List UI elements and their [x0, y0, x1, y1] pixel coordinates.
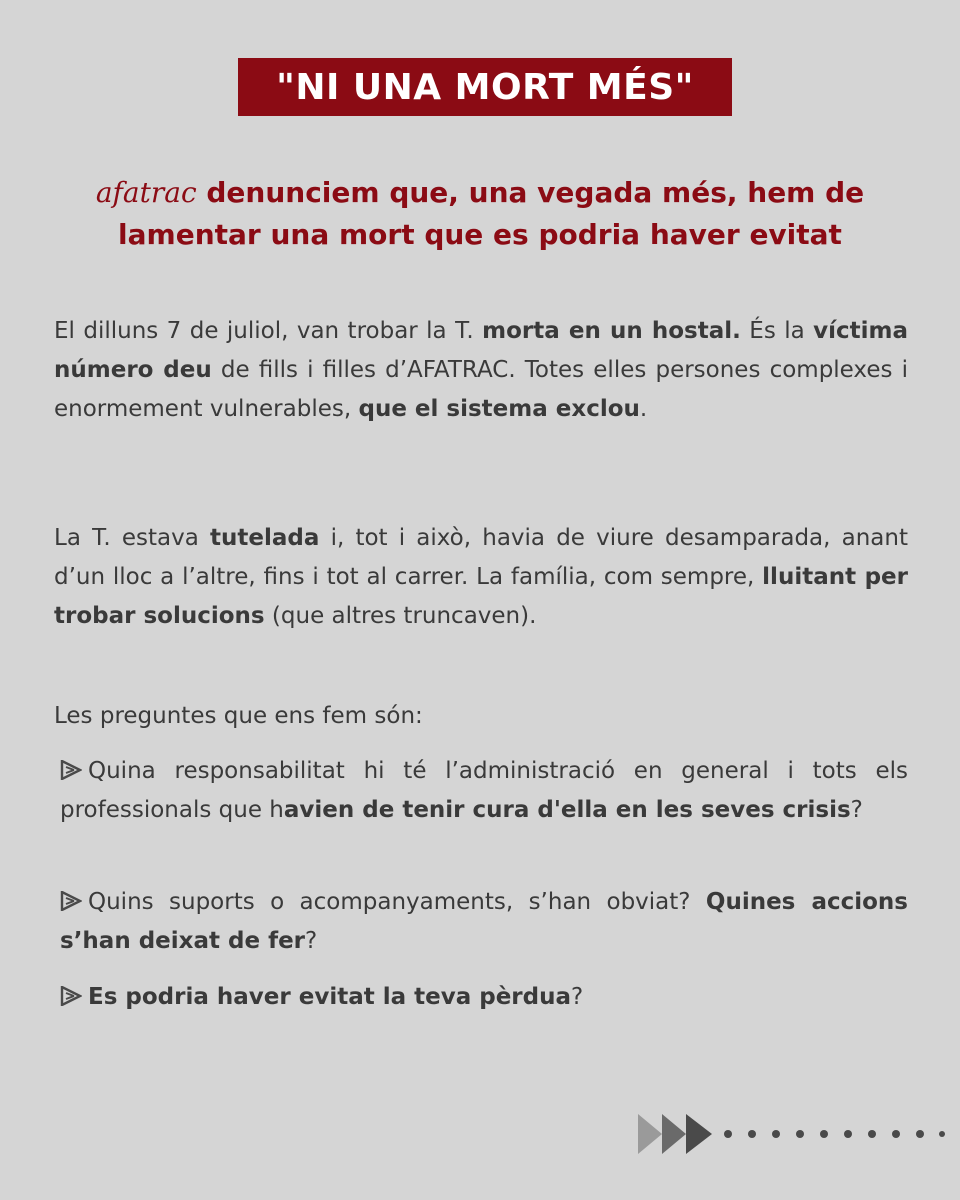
bold-text: Es podria haver evitat la teva pèrdua [88, 984, 572, 1010]
subtitle-line-2: lamentar una mort que es podria haver evitat [118, 218, 842, 251]
text: ? [571, 984, 584, 1010]
paragraph-1 [54, 312, 908, 429]
play-arrow-icon [60, 986, 82, 1006]
text: (que altres truncaven). [264, 603, 537, 629]
text: Quina responsabilitat hi té l’administració en general i tots els professionals que h [60, 758, 908, 823]
next-page-arrows-icon [636, 1110, 946, 1158]
text: És la [740, 318, 814, 344]
text: El dilluns 7 de juliol, van trobar la T. [54, 318, 483, 344]
text: Quins suports o acompanyaments, s’han obviat? [88, 889, 706, 915]
bold-text: Quines accions s’han deixat de fer [60, 889, 908, 954]
bold-text: víctima número deu [54, 318, 909, 383]
question-item [54, 978, 908, 1017]
question-item [54, 883, 908, 961]
bold-text: morta en un hostal. [482, 318, 741, 344]
bold-text: que el sistema exclou [358, 396, 640, 422]
text: La T. estava [54, 525, 211, 551]
bold-text: lluitant per trobar solucions [54, 564, 908, 629]
subtitle [40, 172, 920, 256]
text: i, tot i això, havia de viure desamparada, anant d’un lloc a l’altre, fins i tot al carrer. La família, com sempre, [54, 525, 908, 590]
question-item [54, 752, 908, 830]
title-banner [238, 58, 732, 116]
bold-text: tutelada [210, 525, 320, 551]
questions-intro: Les preguntes que ens fem són: [54, 703, 423, 729]
text: ? [850, 797, 863, 823]
play-arrow-icon [60, 760, 82, 780]
brand-logo-text: afatrac [95, 176, 197, 209]
text: de fills i filles d’AFATRAC. Totes elles persones complexes i enormement vulnerables, [54, 357, 908, 422]
text: ? [305, 928, 318, 954]
play-arrow-icon [60, 891, 82, 911]
bold-text: avien de tenir cura d'ella en les seves crisis [283, 797, 851, 823]
page-title: "NI UNA MORT MÉS" [276, 66, 694, 108]
text: . [639, 396, 648, 422]
subtitle-line-1: denunciem que, una vegada més, hem de [196, 176, 865, 209]
paragraph-2 [54, 519, 908, 636]
